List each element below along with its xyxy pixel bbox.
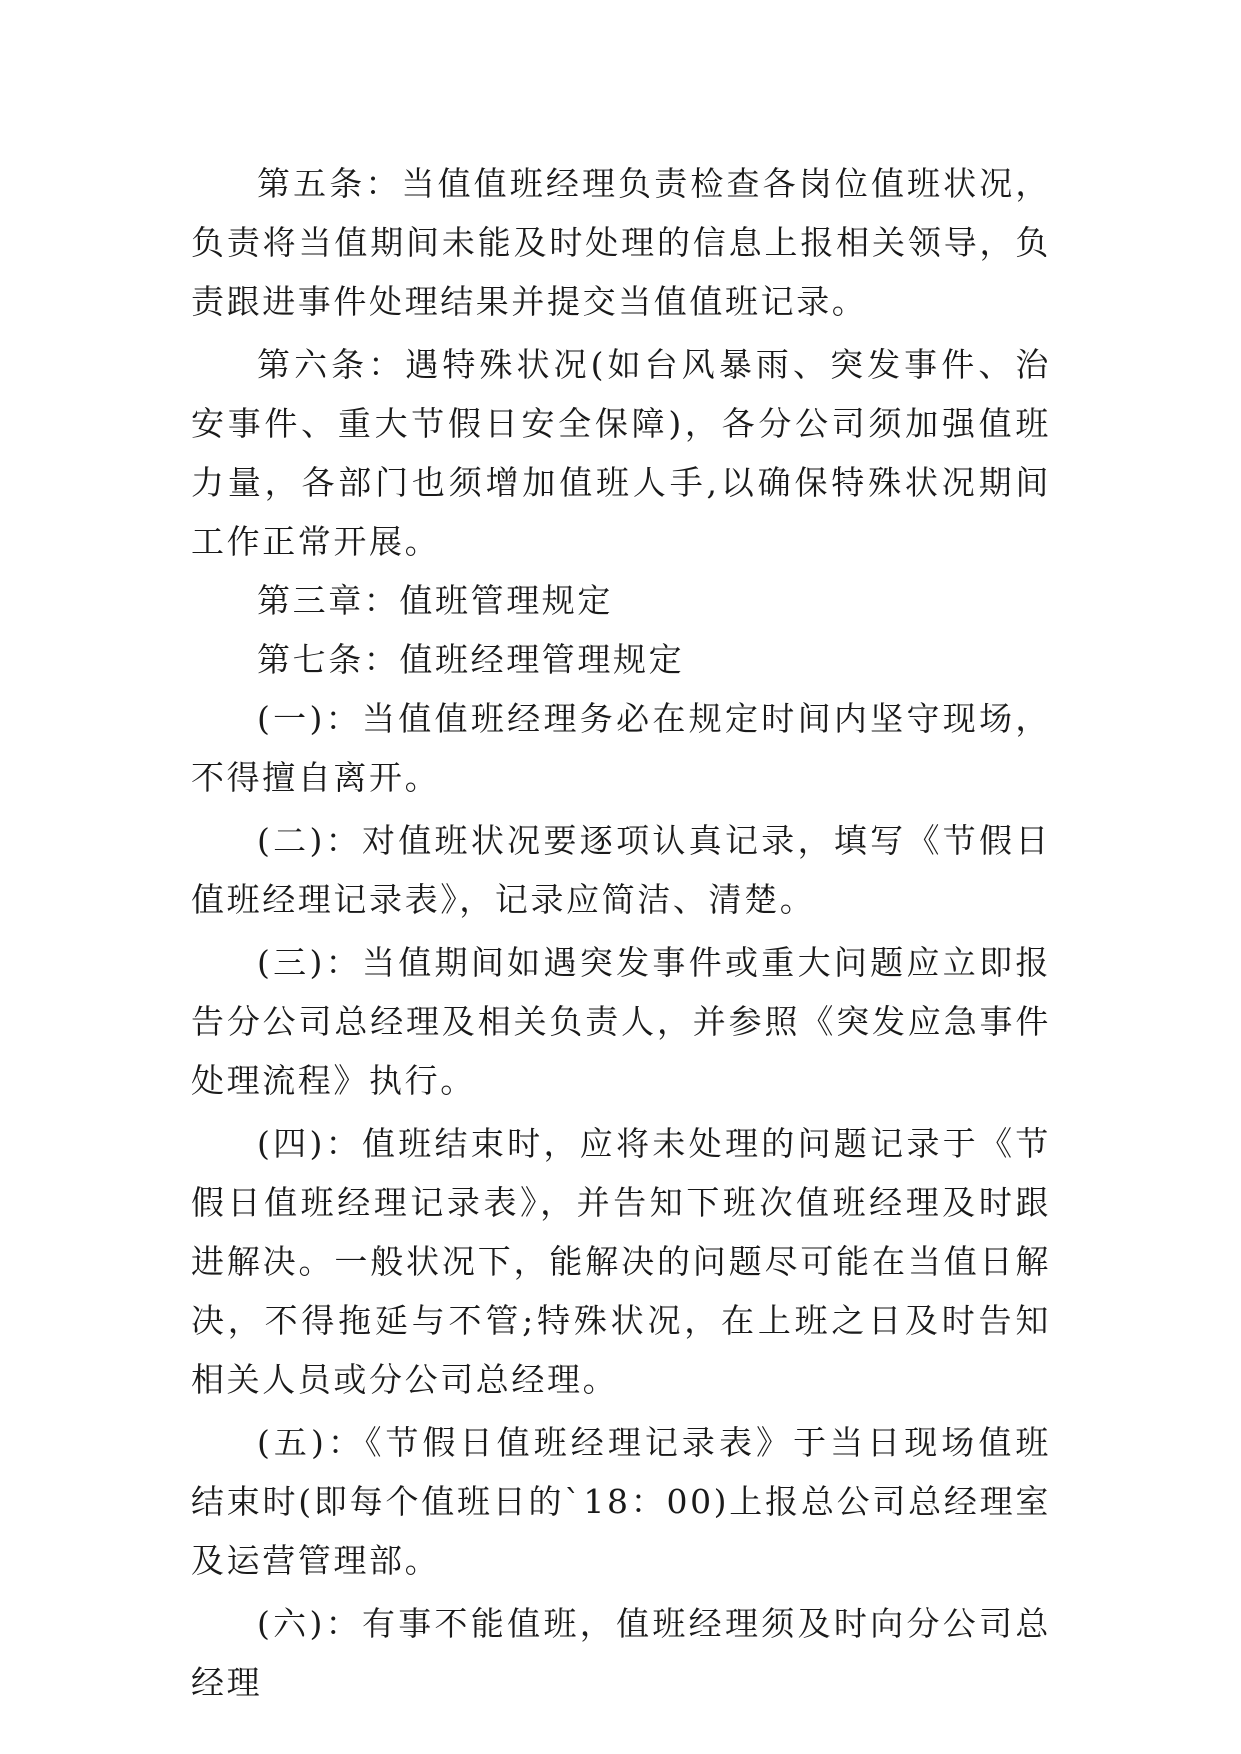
clause-6-paragraph: (六)：有事不能值班，值班经理须及时向分公司总经理 bbox=[191, 1604, 1051, 1702]
clause-1-paragraph: (一)：当值值班经理务必在规定时间内坚守现场，不得擅自离开。 bbox=[191, 699, 1051, 797]
article-7-heading: 第七条：值班经理管理规定 bbox=[257, 640, 685, 679]
clause-3-paragraph: (三)：当值期间如遇突发事件或重大问题应立即报告分公司总经理及相关负责人，并参照《突发应急事件处理流程》执行。 bbox=[191, 943, 1051, 1100]
clause-4-paragraph: (四)：值班结束时，应将未处理的问题记录于《节假日值班经理记录表》，并告知下班次值班经理及时跟进解决。一般状况下，能解决的问题尽可能在当值日解决，不得拖延与不管;特殊状况，在上班之日及时告知相关人员或分公司总经理。 bbox=[191, 1124, 1051, 1399]
clause-2-paragraph: (二)：对值班状况要逐项认真记录，填写《节假日值班经理记录表》，记录应简洁、清楚。 bbox=[191, 821, 1051, 919]
chapter-3-heading: 第三章：值班管理规定 bbox=[257, 581, 613, 620]
article-6-paragraph: 第六条：遇特殊状况(如台风暴雨、突发事件、治安事件、重大节假日安全保障)，各分公司须加强值班力量，各部门也须增加值班人手,以确保特殊状况期间工作正常开展。 bbox=[191, 345, 1051, 561]
article-5-paragraph: 第五条：当值值班经理负责检查各岗位值班状况，负责将当值期间未能及时处理的信息上报相关领导，负责跟进事件处理结果并提交当值值班记录。 bbox=[191, 164, 1051, 321]
document-body bbox=[191, 154, 1051, 1712]
clause-5-paragraph: (五)：《节假日值班经理记录表》于当日现场值班结束时(即每个值班日的`18：00)上报总公司总经理室及运营管理部。 bbox=[191, 1423, 1051, 1580]
